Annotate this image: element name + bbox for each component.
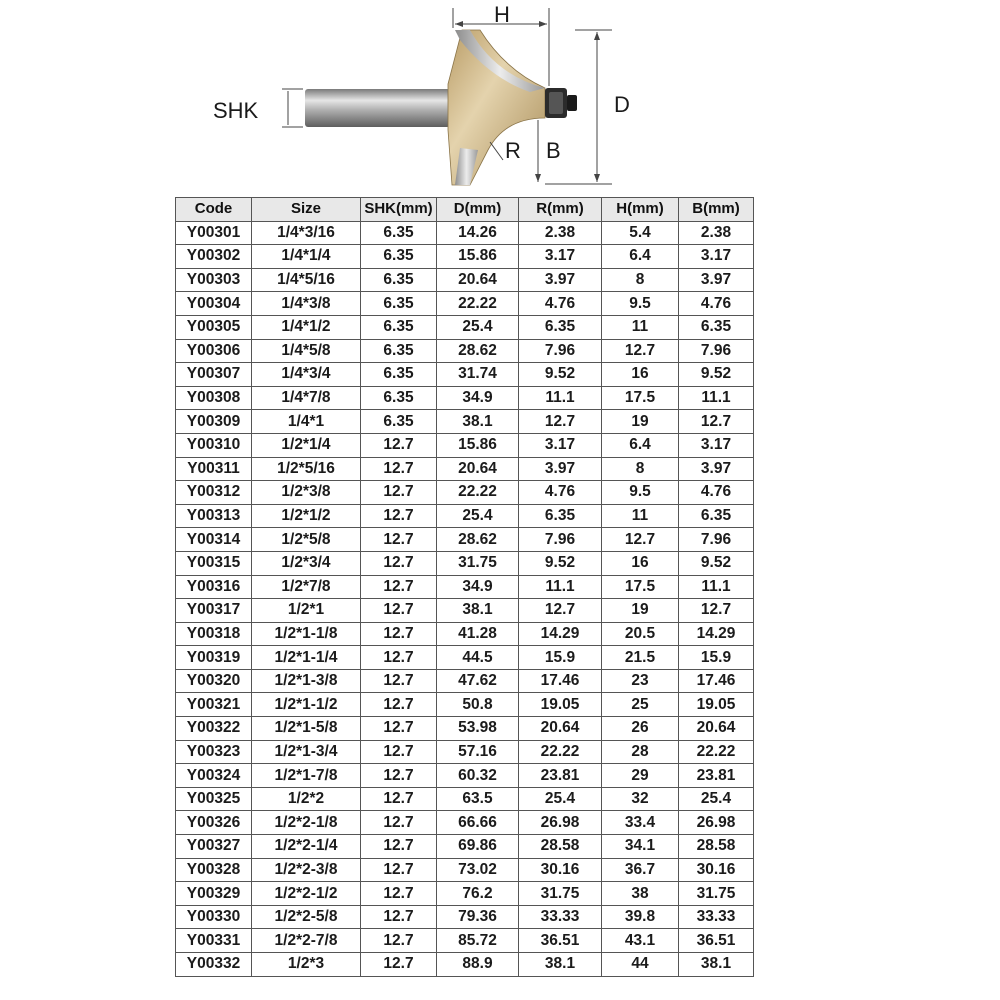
cell-shk: 12.7: [361, 811, 437, 835]
cell-size: 1/4*3/16: [252, 221, 361, 245]
cell-b: 4.76: [679, 292, 754, 316]
cell-shk: 12.7: [361, 882, 437, 906]
cell-code: Y00329: [176, 882, 252, 906]
cell-r: 9.52: [519, 363, 602, 387]
cell-code: Y00309: [176, 410, 252, 434]
cell-d: 34.9: [437, 386, 519, 410]
cell-r: 2.38: [519, 221, 602, 245]
cell-size: 1/2*1-3/4: [252, 740, 361, 764]
cell-shk: 12.7: [361, 905, 437, 929]
cell-r: 4.76: [519, 481, 602, 505]
cell-r: 36.51: [519, 929, 602, 953]
cell-shk: 12.7: [361, 858, 437, 882]
table-row: [176, 811, 754, 835]
cell-r: 3.97: [519, 457, 602, 481]
cell-b: 20.64: [679, 717, 754, 741]
cell-r: 20.64: [519, 717, 602, 741]
cell-b: 6.35: [679, 315, 754, 339]
cell-code: Y00305: [176, 315, 252, 339]
table-row: [176, 363, 754, 387]
cell-shk: 12.7: [361, 551, 437, 575]
cell-code: Y00328: [176, 858, 252, 882]
cell-code: Y00310: [176, 433, 252, 457]
cell-h: 26: [602, 717, 679, 741]
cell-b: 11.1: [679, 386, 754, 410]
table-row: [176, 622, 754, 646]
cell-shk: 12.7: [361, 835, 437, 859]
table-row: [176, 929, 754, 953]
cell-r: 30.16: [519, 858, 602, 882]
d-label: D: [614, 92, 630, 117]
cell-size: 1/4*3/8: [252, 292, 361, 316]
cell-d: 28.62: [437, 339, 519, 363]
cell-h: 9.5: [602, 292, 679, 316]
cell-d: 31.75: [437, 551, 519, 575]
cell-shk: 6.35: [361, 386, 437, 410]
cell-r: 19.05: [519, 693, 602, 717]
cell-b: 22.22: [679, 740, 754, 764]
cell-h: 43.1: [602, 929, 679, 953]
h-label: H: [494, 2, 510, 27]
cell-size: 1/4*1: [252, 410, 361, 434]
cell-r: 12.7: [519, 599, 602, 623]
cell-size: 1/2*2-1/2: [252, 882, 361, 906]
cell-shk: 12.7: [361, 787, 437, 811]
cell-d: 41.28: [437, 622, 519, 646]
router-bit-diagram: [0, 0, 1000, 195]
cell-d: 79.36: [437, 905, 519, 929]
cell-r: 25.4: [519, 787, 602, 811]
cell-code: Y00302: [176, 245, 252, 269]
table-row: [176, 905, 754, 929]
table-row: [176, 717, 754, 741]
column-header-size: Size: [252, 198, 361, 222]
cell-size: 1/2*1/4: [252, 433, 361, 457]
cell-shk: 12.7: [361, 528, 437, 552]
cell-size: 1/4*5/8: [252, 339, 361, 363]
cell-code: Y00326: [176, 811, 252, 835]
table-row: [176, 292, 754, 316]
cell-shk: 12.7: [361, 622, 437, 646]
cell-size: 1/2*5/16: [252, 457, 361, 481]
cell-r: 15.9: [519, 646, 602, 670]
cell-size: 1/2*2-5/8: [252, 905, 361, 929]
cell-shk: 12.7: [361, 740, 437, 764]
cell-h: 25: [602, 693, 679, 717]
d-arrow-top: [594, 32, 600, 40]
cell-size: 1/2*1-1/4: [252, 646, 361, 670]
cell-r: 14.29: [519, 622, 602, 646]
cell-size: 1/2*1-1/2: [252, 693, 361, 717]
table-row: [176, 835, 754, 859]
cell-shk: 12.7: [361, 646, 437, 670]
cell-d: 34.9: [437, 575, 519, 599]
cell-b: 30.16: [679, 858, 754, 882]
cell-h: 16: [602, 551, 679, 575]
cell-r: 11.1: [519, 575, 602, 599]
cell-code: Y00308: [176, 386, 252, 410]
cell-h: 28: [602, 740, 679, 764]
cell-b: 3.17: [679, 245, 754, 269]
cell-h: 16: [602, 363, 679, 387]
table-row: [176, 953, 754, 977]
cell-size: 1/2*2-1/4: [252, 835, 361, 859]
cell-shk: 12.7: [361, 953, 437, 977]
cell-shk: 6.35: [361, 363, 437, 387]
table-row: [176, 693, 754, 717]
table-row: [176, 221, 754, 245]
cell-d: 50.8: [437, 693, 519, 717]
cell-size: 1/2*1-3/8: [252, 669, 361, 693]
column-header-shk: SHK(mm): [361, 198, 437, 222]
cell-code: Y00307: [176, 363, 252, 387]
column-header-r: R(mm): [519, 198, 602, 222]
cell-h: 20.5: [602, 622, 679, 646]
cell-h: 21.5: [602, 646, 679, 670]
table-row: [176, 457, 754, 481]
cell-d: 60.32: [437, 764, 519, 788]
cell-d: 88.9: [437, 953, 519, 977]
cell-b: 25.4: [679, 787, 754, 811]
cell-h: 17.5: [602, 575, 679, 599]
cell-r: 12.7: [519, 410, 602, 434]
cell-shk: 6.35: [361, 245, 437, 269]
cell-shk: 6.35: [361, 339, 437, 363]
table-row: [176, 245, 754, 269]
table-row: [176, 410, 754, 434]
cell-b: 7.96: [679, 339, 754, 363]
cell-d: 28.62: [437, 528, 519, 552]
bearing-screw: [567, 95, 577, 111]
h-arrow-right: [539, 21, 547, 27]
table-row: [176, 551, 754, 575]
cell-size: 1/2*3: [252, 953, 361, 977]
cell-r: 23.81: [519, 764, 602, 788]
cell-b: 26.98: [679, 811, 754, 835]
cell-d: 44.5: [437, 646, 519, 670]
cell-d: 38.1: [437, 410, 519, 434]
cell-shk: 6.35: [361, 221, 437, 245]
cell-b: 9.52: [679, 551, 754, 575]
cell-b: 14.29: [679, 622, 754, 646]
table-row: [176, 858, 754, 882]
cell-b: 11.1: [679, 575, 754, 599]
cell-size: 1/2*1-5/8: [252, 717, 361, 741]
cell-h: 11: [602, 504, 679, 528]
column-header-code: Code: [176, 198, 252, 222]
shk-label: SHK: [213, 98, 259, 123]
cell-d: 63.5: [437, 787, 519, 811]
cell-shk: 12.7: [361, 481, 437, 505]
cell-shk: 12.7: [361, 717, 437, 741]
cell-shk: 12.7: [361, 433, 437, 457]
cell-r: 17.46: [519, 669, 602, 693]
cell-size: 1/2*2-1/8: [252, 811, 361, 835]
cell-b: 7.96: [679, 528, 754, 552]
cell-code: Y00314: [176, 528, 252, 552]
table-row: [176, 740, 754, 764]
cell-d: 22.22: [437, 481, 519, 505]
cell-shk: 6.35: [361, 268, 437, 292]
cell-shk: 12.7: [361, 599, 437, 623]
cell-b: 6.35: [679, 504, 754, 528]
cell-b: 12.7: [679, 599, 754, 623]
cell-code: Y00301: [176, 221, 252, 245]
cell-d: 31.74: [437, 363, 519, 387]
cell-shk: 12.7: [361, 693, 437, 717]
cell-d: 69.86: [437, 835, 519, 859]
cell-code: Y00304: [176, 292, 252, 316]
cell-code: Y00321: [176, 693, 252, 717]
table-row: [176, 575, 754, 599]
table-body: [176, 221, 754, 976]
cell-h: 5.4: [602, 221, 679, 245]
table-row: [176, 599, 754, 623]
cell-size: 1/2*1-7/8: [252, 764, 361, 788]
cell-size: 1/4*5/16: [252, 268, 361, 292]
bearing-race: [549, 92, 563, 114]
cell-d: 85.72: [437, 929, 519, 953]
cell-size: 1/2*1/2: [252, 504, 361, 528]
cell-code: Y00322: [176, 717, 252, 741]
cell-d: 20.64: [437, 457, 519, 481]
r-label: R: [505, 138, 521, 163]
cell-r: 38.1: [519, 953, 602, 977]
table-row: [176, 669, 754, 693]
table-row: [176, 433, 754, 457]
cell-h: 33.4: [602, 811, 679, 835]
b-arrow-bottom: [535, 174, 541, 182]
cell-h: 8: [602, 457, 679, 481]
column-header-d: D(mm): [437, 198, 519, 222]
column-header-h: H(mm): [602, 198, 679, 222]
cell-size: 1/4*3/4: [252, 363, 361, 387]
cell-r: 9.52: [519, 551, 602, 575]
cell-code: Y00306: [176, 339, 252, 363]
table-row: [176, 386, 754, 410]
cell-r: 11.1: [519, 386, 602, 410]
cell-b: 3.17: [679, 433, 754, 457]
table-row: [176, 528, 754, 552]
cell-shk: 6.35: [361, 410, 437, 434]
cell-b: 19.05: [679, 693, 754, 717]
cell-h: 19: [602, 599, 679, 623]
cell-d: 66.66: [437, 811, 519, 835]
cell-b: 4.76: [679, 481, 754, 505]
cell-b: 38.1: [679, 953, 754, 977]
cell-b: 2.38: [679, 221, 754, 245]
cell-size: 1/2*2-7/8: [252, 929, 361, 953]
cell-code: Y00315: [176, 551, 252, 575]
cell-b: 28.58: [679, 835, 754, 859]
cell-r: 3.17: [519, 433, 602, 457]
cell-r: 22.22: [519, 740, 602, 764]
cell-size: 1/2*2: [252, 787, 361, 811]
cell-h: 9.5: [602, 481, 679, 505]
cell-b: 17.46: [679, 669, 754, 693]
cell-h: 32: [602, 787, 679, 811]
cell-r: 31.75: [519, 882, 602, 906]
cell-size: 1/4*7/8: [252, 386, 361, 410]
cell-code: Y00313: [176, 504, 252, 528]
cell-b: 31.75: [679, 882, 754, 906]
table-header-row: [176, 198, 754, 222]
cell-h: 12.7: [602, 339, 679, 363]
cell-code: Y00327: [176, 835, 252, 859]
cell-d: 22.22: [437, 292, 519, 316]
cell-r: 33.33: [519, 905, 602, 929]
cell-r: 7.96: [519, 339, 602, 363]
cell-h: 8: [602, 268, 679, 292]
cell-code: Y00318: [176, 622, 252, 646]
cell-shk: 6.35: [361, 292, 437, 316]
cell-b: 15.9: [679, 646, 754, 670]
cell-h: 6.4: [602, 245, 679, 269]
cell-d: 76.2: [437, 882, 519, 906]
cell-b: 3.97: [679, 457, 754, 481]
cell-code: Y00330: [176, 905, 252, 929]
cell-shk: 12.7: [361, 669, 437, 693]
cell-code: Y00316: [176, 575, 252, 599]
cell-code: Y00312: [176, 481, 252, 505]
cell-code: Y00319: [176, 646, 252, 670]
cell-b: 9.52: [679, 363, 754, 387]
cell-d: 20.64: [437, 268, 519, 292]
h-arrow-left: [455, 21, 463, 27]
cell-d: 14.26: [437, 221, 519, 245]
cell-size: 1/2*1-1/8: [252, 622, 361, 646]
cell-h: 38: [602, 882, 679, 906]
cell-b: 33.33: [679, 905, 754, 929]
cell-shk: 12.7: [361, 457, 437, 481]
cell-code: Y00331: [176, 929, 252, 953]
cell-shk: 12.7: [361, 929, 437, 953]
table-row: [176, 882, 754, 906]
r-leader: [490, 142, 503, 160]
cell-b: 36.51: [679, 929, 754, 953]
cell-size: 1/4*1/2: [252, 315, 361, 339]
cell-h: 23: [602, 669, 679, 693]
table-row: [176, 764, 754, 788]
cell-r: 4.76: [519, 292, 602, 316]
cell-b: 12.7: [679, 410, 754, 434]
cell-code: Y00317: [176, 599, 252, 623]
cell-r: 28.58: [519, 835, 602, 859]
cell-code: Y00324: [176, 764, 252, 788]
cell-d: 15.86: [437, 245, 519, 269]
cell-h: 19: [602, 410, 679, 434]
table-row: [176, 268, 754, 292]
cell-h: 29: [602, 764, 679, 788]
cell-code: Y00303: [176, 268, 252, 292]
table-row: [176, 339, 754, 363]
cell-size: 1/2*7/8: [252, 575, 361, 599]
cell-b: 23.81: [679, 764, 754, 788]
cell-r: 7.96: [519, 528, 602, 552]
cell-h: 17.5: [602, 386, 679, 410]
cell-r: 6.35: [519, 504, 602, 528]
b-label: B: [546, 138, 561, 163]
cell-d: 15.86: [437, 433, 519, 457]
cell-r: 26.98: [519, 811, 602, 835]
cell-h: 39.8: [602, 905, 679, 929]
table-row: [176, 504, 754, 528]
cell-r: 6.35: [519, 315, 602, 339]
cell-shk: 12.7: [361, 575, 437, 599]
cell-r: 3.17: [519, 245, 602, 269]
spec-table: [175, 197, 754, 977]
cell-code: Y00325: [176, 787, 252, 811]
cell-h: 44: [602, 953, 679, 977]
shank: [305, 89, 450, 127]
table-row: [176, 646, 754, 670]
cell-d: 73.02: [437, 858, 519, 882]
cell-h: 36.7: [602, 858, 679, 882]
table-row: [176, 315, 754, 339]
cell-shk: 12.7: [361, 764, 437, 788]
cell-h: 11: [602, 315, 679, 339]
column-header-b: B(mm): [679, 198, 754, 222]
cell-size: 1/2*5/8: [252, 528, 361, 552]
cell-r: 3.97: [519, 268, 602, 292]
cell-code: Y00323: [176, 740, 252, 764]
cell-h: 34.1: [602, 835, 679, 859]
cell-d: 47.62: [437, 669, 519, 693]
cell-shk: 6.35: [361, 315, 437, 339]
cell-b: 3.97: [679, 268, 754, 292]
cell-d: 25.4: [437, 504, 519, 528]
cell-d: 53.98: [437, 717, 519, 741]
cell-size: 1/2*3/8: [252, 481, 361, 505]
cell-size: 1/4*1/4: [252, 245, 361, 269]
table-row: [176, 481, 754, 505]
d-arrow-bottom: [594, 174, 600, 182]
cell-d: 57.16: [437, 740, 519, 764]
cell-size: 1/2*2-3/8: [252, 858, 361, 882]
cell-size: 1/2*3/4: [252, 551, 361, 575]
cell-code: Y00320: [176, 669, 252, 693]
cell-size: 1/2*1: [252, 599, 361, 623]
cell-d: 25.4: [437, 315, 519, 339]
table-row: [176, 787, 754, 811]
cell-code: Y00332: [176, 953, 252, 977]
cell-h: 6.4: [602, 433, 679, 457]
cell-code: Y00311: [176, 457, 252, 481]
cell-h: 12.7: [602, 528, 679, 552]
cell-d: 38.1: [437, 599, 519, 623]
cell-shk: 12.7: [361, 504, 437, 528]
